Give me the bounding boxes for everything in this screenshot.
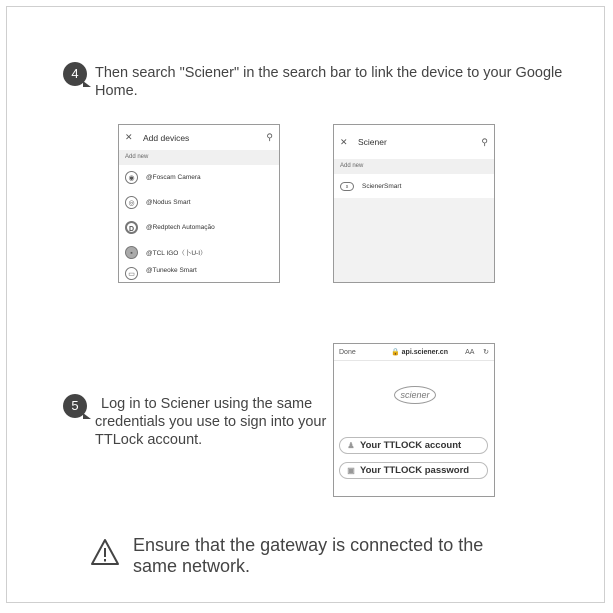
- device-list-item[interactable]: [119, 190, 279, 215]
- device-label: @Foscam Camera: [146, 174, 201, 181]
- sciener-search-screen: [333, 124, 495, 283]
- done-button[interactable]: Done: [339, 348, 356, 356]
- account-placeholder: Your TTLOCK account: [360, 440, 462, 451]
- user-icon: ♟: [347, 441, 355, 450]
- warning-text: Ensure that the gateway is connected to the same network.: [133, 535, 484, 576]
- device-label: ScienerSmart: [362, 182, 402, 190]
- close-icon[interactable]: ✕: [340, 136, 348, 147]
- device-icon: ▭: [125, 267, 138, 280]
- search-icon[interactable]: ⚲: [481, 136, 488, 147]
- search-icon[interactable]: ⚲: [266, 132, 273, 142]
- device-list-item[interactable]: [119, 165, 279, 190]
- d-logo-icon: D: [125, 221, 138, 234]
- account-field[interactable]: [339, 437, 488, 454]
- device-search-bar[interactable]: [334, 125, 494, 159]
- device-icon: ◎: [125, 196, 138, 209]
- close-icon[interactable]: ✕: [125, 132, 133, 142]
- login-screen: [333, 343, 495, 497]
- device-list-item[interactable]: [119, 215, 279, 240]
- device-label: @Nodus Smart: [146, 199, 191, 206]
- section-header: Add new: [119, 150, 279, 165]
- device-label: @Tuneoke Smart: [146, 267, 197, 274]
- reload-icon[interactable]: ↻: [483, 349, 489, 356]
- search-input[interactable]: Sciener: [358, 137, 387, 147]
- device-label: @Redptech Automação: [146, 224, 215, 231]
- step-4-badge: 4: [63, 62, 87, 86]
- device-search-bar[interactable]: [119, 125, 279, 150]
- browser-bar: [334, 344, 494, 361]
- search-input[interactable]: Add devices: [143, 132, 190, 143]
- step-5-badge: 5: [63, 394, 87, 418]
- sciener-logo: sciener: [394, 386, 436, 404]
- device-icon: ▪: [125, 246, 138, 259]
- empty-area: [334, 198, 494, 283]
- section-header: Add new: [334, 159, 494, 174]
- url-label: 🔒 api.sciener.cn: [391, 349, 448, 356]
- device-list-item[interactable]: [119, 240, 279, 265]
- step-4-text: Then search "Sciener" in the search bar to link the device to your Google Home.: [95, 65, 563, 99]
- warning-icon: [90, 538, 120, 566]
- device-label: @TCL IGO（卜U-I）: [146, 250, 207, 257]
- text-size-button[interactable]: AA: [465, 348, 475, 356]
- sciener-logo-icon: s: [340, 182, 354, 191]
- add-devices-screen: [118, 124, 280, 283]
- camera-icon: ◉: [125, 171, 138, 184]
- lock-icon: ▣: [347, 466, 355, 475]
- device-list-item[interactable]: [119, 265, 279, 281]
- password-placeholder: Your TTLOCK password: [360, 465, 470, 476]
- device-list-item[interactable]: [334, 174, 494, 198]
- step-5-text: Log in to Sciener using the same credentials you use to sign into your TTLock account.: [95, 396, 327, 448]
- password-field[interactable]: [339, 462, 488, 479]
